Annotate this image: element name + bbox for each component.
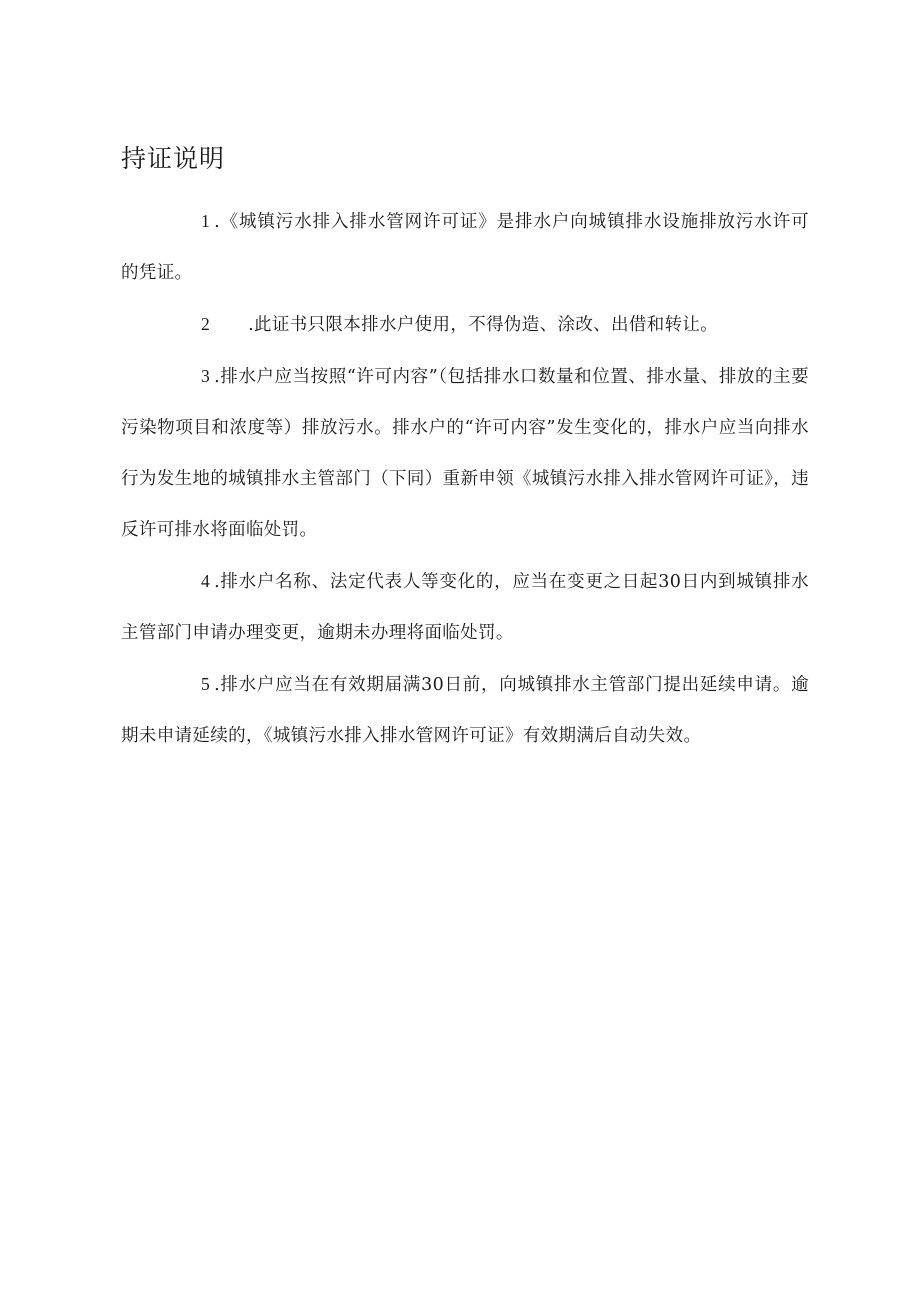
item-text: .此证书只限本排水户使用，不得伪造、涂改、出借和转让。: [248, 315, 719, 335]
item-text: .排水户应当按照“许可内容”（包括排水口数量和位置、排水量、排放的主要污染物项目和浓度等）排放污水。排水户的“许可内容”发生变化的，排水户应当向排水行为发生地的城镇排水主管部门（下同）重新申领《城镇污水排入排水管网许可证》，违反许可排水将面临处罚。: [121, 367, 809, 540]
item-number: 4: [201, 571, 211, 591]
item-text: .排水户应当在有效期届满30日前，向城镇排水主管部门提出延续申请。逾期未申请延续的，《城镇污水排入排水管网许可证》有效期满后自动失效。: [121, 675, 809, 746]
instruction-list: [121, 196, 809, 762]
item-number: 5: [201, 674, 211, 694]
item-number: 3: [201, 366, 211, 386]
list-item: [121, 556, 809, 659]
list-item: [121, 196, 809, 299]
item-text: .《城镇污水排入排水管网许可证》是排水户向城镇排水设施排放污水许可的凭证。: [121, 212, 809, 283]
item-number: 1: [201, 211, 211, 231]
list-item: [121, 351, 809, 556]
list-item: [121, 659, 809, 762]
page-title: 持证说明: [121, 144, 226, 173]
item-text: .排水户名称、法定代表人等变化的，应当在变更之日起30日内到城镇排水主管部门申请办理变更，逾期未办理将面临处罚。: [121, 572, 809, 643]
item-number: 2: [201, 314, 211, 334]
list-item: [121, 299, 809, 351]
